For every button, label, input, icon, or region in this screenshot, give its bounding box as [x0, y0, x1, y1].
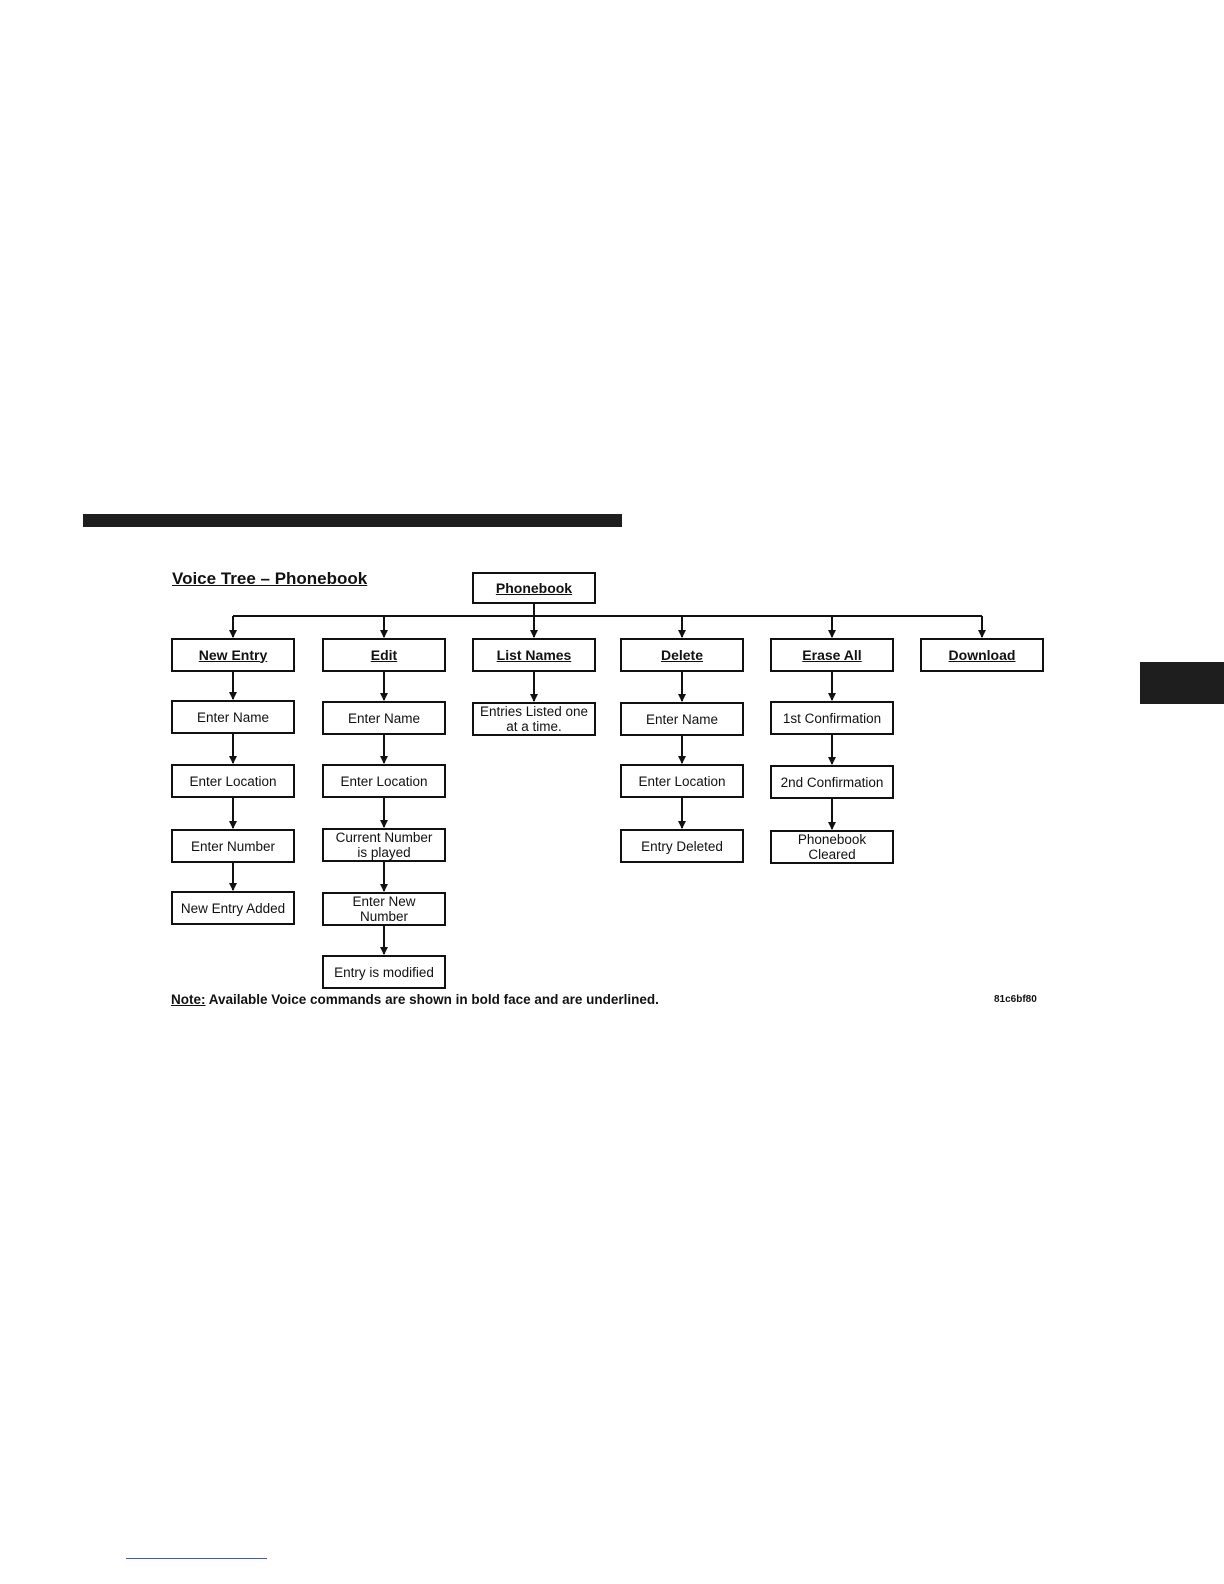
arrow-head	[678, 694, 686, 702]
arrow-head	[828, 630, 836, 638]
step-box: New Entry Added	[171, 891, 295, 925]
step-box: Enter Location	[322, 764, 446, 798]
arrow-head	[380, 756, 388, 764]
step-box: Entries Listed one at a time.	[472, 702, 596, 736]
step-box: Entry Deleted	[620, 829, 744, 863]
step-box: Current Number is played	[322, 828, 446, 862]
command-new-entry: New Entry	[171, 638, 295, 672]
arrow-head	[978, 630, 986, 638]
arrow-head	[678, 821, 686, 829]
arrow-head	[229, 821, 237, 829]
step-box: 1st Confirmation	[770, 701, 894, 735]
note-text: Available Voice commands are shown in bold face and are underlined.	[208, 992, 659, 1007]
arrow-head	[229, 692, 237, 700]
arrow-head	[380, 693, 388, 701]
figure-code: 81c6bf80	[994, 994, 1037, 1005]
arrow-head	[380, 884, 388, 892]
step-box: 2nd Confirmation	[770, 765, 894, 799]
arrow-head	[380, 947, 388, 955]
arrow-head	[828, 757, 836, 765]
arrow-head	[828, 693, 836, 701]
arrow-head	[530, 694, 538, 702]
step-box: Enter Location	[620, 764, 744, 798]
arrow-head	[229, 883, 237, 891]
command-list-names: List Names	[472, 638, 596, 672]
arrow-head	[678, 630, 686, 638]
command-erase-all: Erase All	[770, 638, 894, 672]
arrow-head	[229, 630, 237, 638]
command-download: Download	[920, 638, 1044, 672]
root-node-phonebook: Phonebook	[472, 572, 596, 604]
arrow-head	[380, 630, 388, 638]
command-delete: Delete	[620, 638, 744, 672]
arrow-head	[229, 756, 237, 764]
arrow-head	[678, 756, 686, 764]
arrow-head	[380, 820, 388, 828]
step-box: Enter Name	[620, 702, 744, 736]
step-box: Entry is modified	[322, 955, 446, 989]
arrow-head	[828, 822, 836, 830]
step-box: Enter Name	[171, 700, 295, 734]
note	[171, 992, 659, 1007]
note-label: Note:	[171, 992, 206, 1007]
step-box: Enter Location	[171, 764, 295, 798]
arrow-head	[530, 630, 538, 638]
step-box: Phonebook Cleared	[770, 830, 894, 864]
step-box: Enter Name	[322, 701, 446, 735]
step-box: Enter New Number	[322, 892, 446, 926]
step-box: Enter Number	[171, 829, 295, 863]
diagram-title: Voice Tree – Phonebook	[172, 569, 368, 588]
command-edit: Edit	[322, 638, 446, 672]
